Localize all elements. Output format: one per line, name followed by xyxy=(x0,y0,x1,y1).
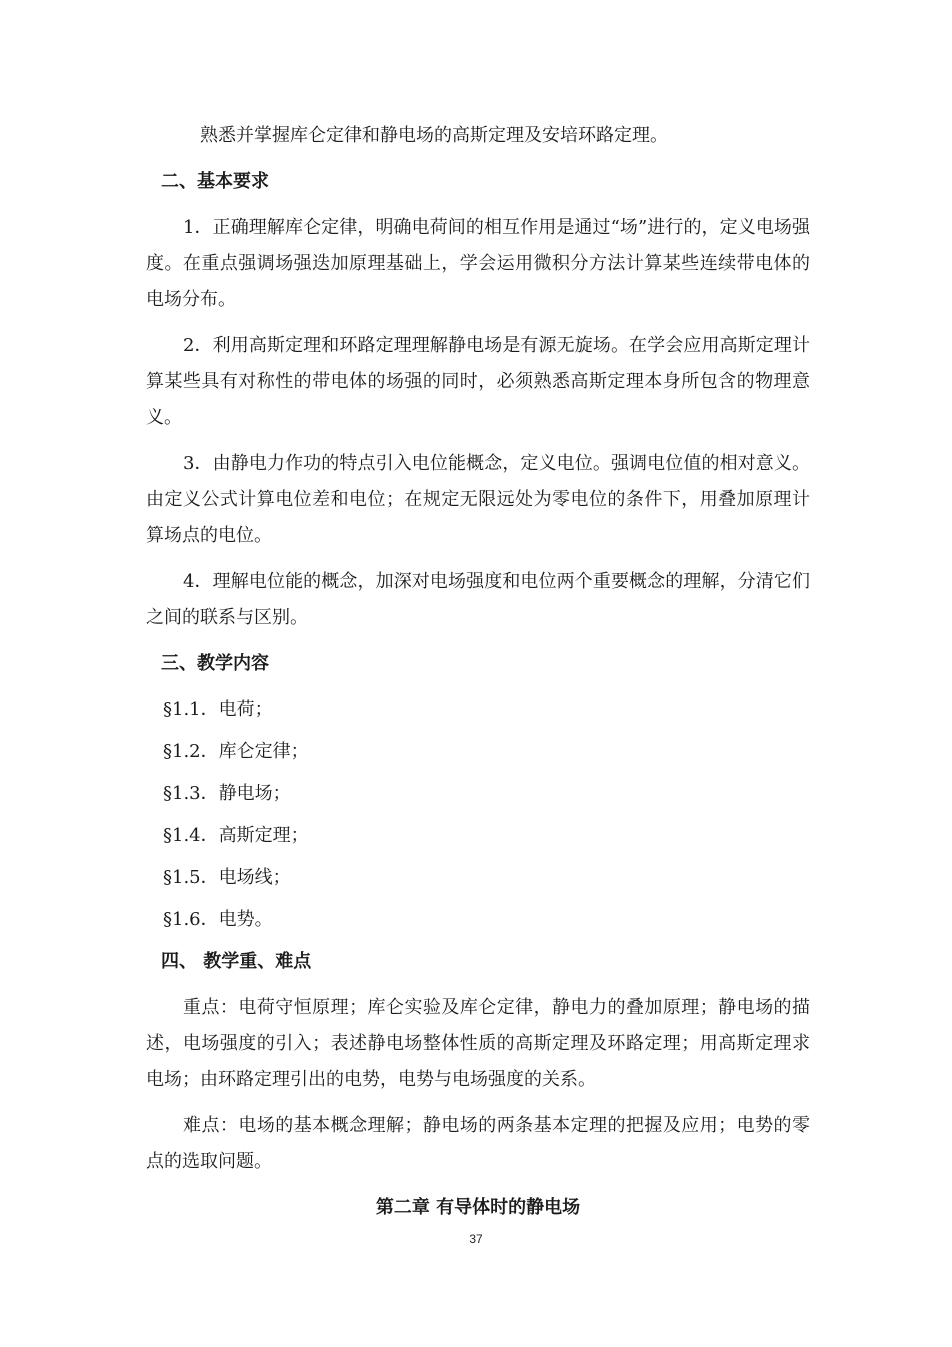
difficult-points-paragraph: 难点：电场的基本概念理解；静电场的两条基本定理的把握及应用；电势的零点的选取问题。 xyxy=(146,1115,810,1172)
section-heading-key-points: 四、 教学重、难点 xyxy=(161,951,312,972)
list-item: §1.2．库仑定律； xyxy=(163,741,309,762)
chapter-title: 第二章 有导体时的静电场 xyxy=(375,1197,581,1218)
page-number: 37 xyxy=(469,1232,483,1246)
list-item: §1.4．高斯定理； xyxy=(163,825,309,846)
teaching-content-list xyxy=(146,692,810,938)
requirement-item-3: 3．由静电力作功的特点引入电位能概念，定义电位。强调电位值的相对意义。由定义公式计算电位差和电位；在规定无限远处为零电位的条件下，用叠加原理计算场点的电位。 xyxy=(146,453,810,546)
key-points-paragraph: 重点：电荷守恒原理；库仑实验及库仑定律，静电力的叠加原理；静电场的描述，电场强度的引入；表述静电场整体性质的高斯定理及环路定理；用高斯定理求电场；由环路定理引出的电势，电势与电场强度的关系。 xyxy=(146,997,810,1090)
section-heading-requirements: 二、基本要求 xyxy=(161,171,269,192)
page-content xyxy=(146,118,810,1226)
intro-paragraph: 熟悉并掌握库仑定律和静电场的高斯定理及安培环路定理。 xyxy=(200,125,668,146)
list-item: §1.5．电场线； xyxy=(163,867,291,888)
requirement-item-4: 4．理解电位能的概念，加深对电场强度和电位两个重要概念的理解，分清它们之间的联系与区别。 xyxy=(146,571,810,628)
list-item: §1.1．电荷； xyxy=(163,699,273,720)
requirement-item-2: 2．利用高斯定理和环路定理理解静电场是有源无旋场。在学会应用高斯定理计算某些具有对称性的带电体的场强的同时，必须熟悉高斯定理本身所包含的物理意义。 xyxy=(146,335,810,428)
section-heading-content: 三、教学内容 xyxy=(161,653,269,674)
list-item: §1.6．电势。 xyxy=(163,909,273,930)
list-item: §1.3．静电场； xyxy=(163,783,291,804)
requirement-item-1: 1．正确理解库仑定律，明确电荷间的相互作用是通过“场”进行的，定义电场强度。在重点强调场强迭加原理基础上，学会运用微积分方法计算某些连续带电体的电场分布。 xyxy=(146,217,810,310)
